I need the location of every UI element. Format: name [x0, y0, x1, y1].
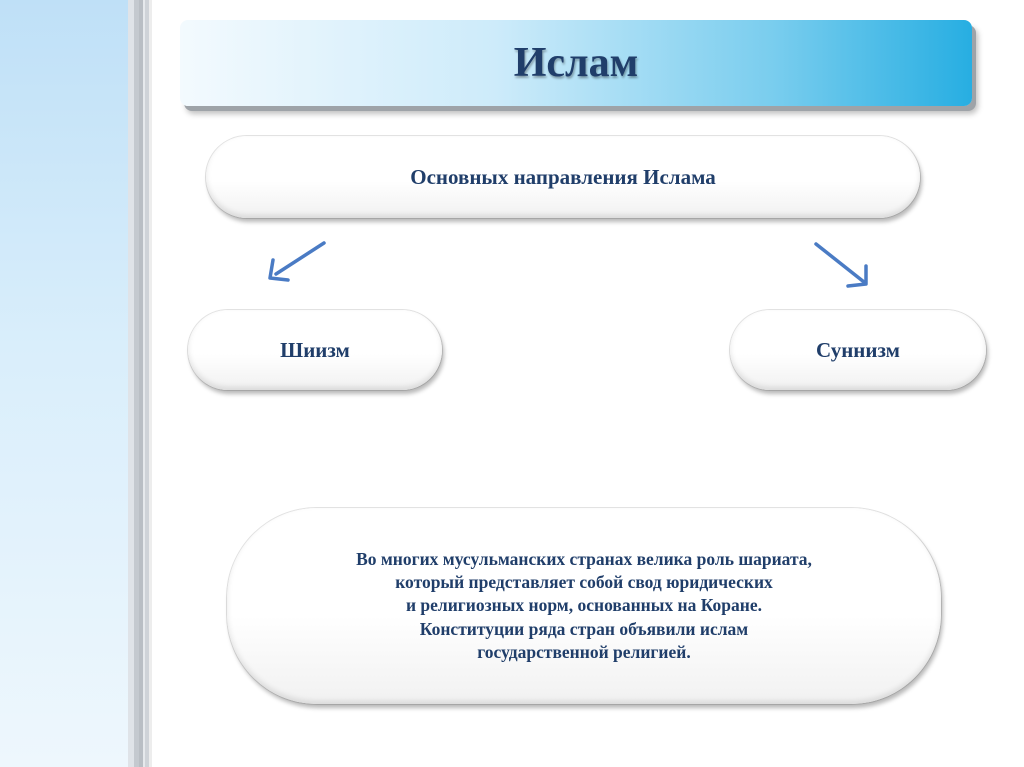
arrow-down-right-icon — [808, 238, 878, 294]
slide-title: Ислам — [513, 40, 639, 86]
left-decorative-band — [0, 0, 128, 767]
note-text — [356, 548, 812, 663]
branch-box-shia — [188, 310, 442, 390]
main-heading-box — [206, 136, 920, 218]
branch-label-sunni: Суннизм — [816, 337, 900, 362]
main-heading-text: Основных направления Ислама — [410, 164, 716, 189]
note-box — [227, 508, 941, 704]
note-line: Конституции ряда стран объявили ислам — [419, 618, 749, 639]
decorative-stripe — [149, 0, 152, 767]
note-line: который представляет собой свод юридических — [395, 572, 773, 593]
title-banner — [180, 20, 972, 106]
arrow-down-left-icon — [262, 238, 332, 288]
note-line: Во многих мусульманских странах велика роль шариата, — [356, 549, 812, 570]
branch-box-sunni — [730, 310, 986, 390]
note-line: и религиозных норм, основанных на Коране. — [405, 595, 763, 616]
note-line: государственной религией. — [477, 641, 691, 662]
branch-label-shia: Шиизм — [280, 337, 350, 362]
